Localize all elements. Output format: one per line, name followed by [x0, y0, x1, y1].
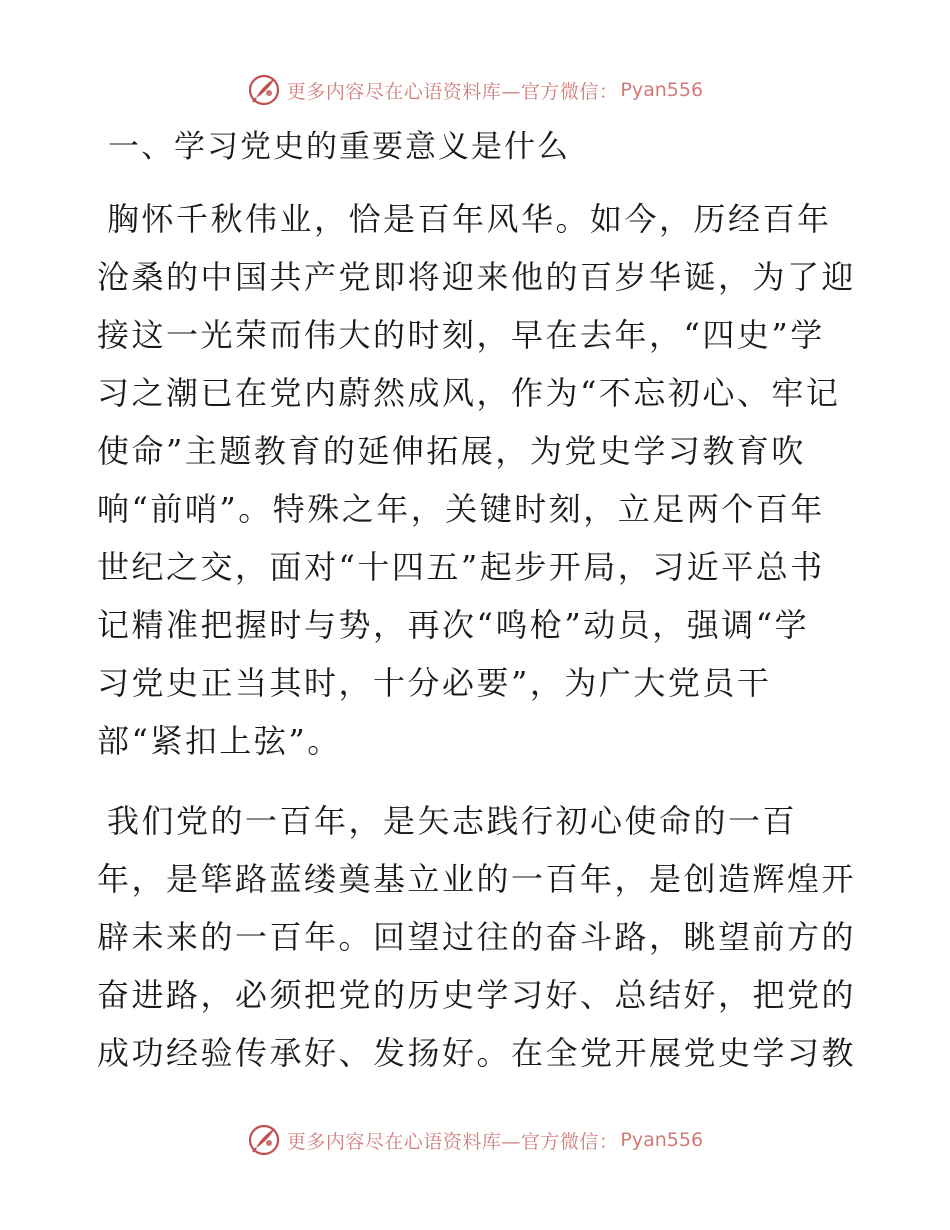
- text-line: 沧桑的中国共产党即将迎来他的百岁华诞，为了迎: [97, 258, 857, 296]
- paragraph-2: [97, 792, 856, 1082]
- banner-text: 更多内容尽在心语资料库—官方微信：: [286, 1130, 619, 1153]
- banner-text: 更多内容尽在心语资料库—官方微信：: [286, 80, 619, 103]
- banner-wechat-id: Pyan556: [620, 1129, 704, 1151]
- footer-banner: [0, 1120, 950, 1160]
- text-line: 部“紧扣上弦”。: [97, 722, 342, 760]
- section-heading: 一、学习党史的重要意义是什么: [108, 129, 570, 165]
- text-line: 辟未来的一百年。回望过往的奋斗路，眺望前方的: [97, 918, 857, 956]
- paragraph-1: [97, 190, 856, 770]
- quill-pen-logo-icon: [247, 73, 281, 107]
- text-line: 响“前哨”。特殊之年，关键时刻，立足两个百年: [97, 490, 825, 528]
- text-line: 奋进路，必须把党的历史学习好、总结好，把党的: [97, 976, 857, 1014]
- quill-pen-logo-icon: [247, 1123, 281, 1157]
- text-line: 胸怀千秋伟业，恰是百年风华。如今，历经百年: [107, 200, 832, 238]
- text-line: 记精准把握时与势，再次“鸣枪”动员，强调“学: [97, 606, 810, 644]
- text-line: 习党史正当其时，十分必要”，为广大党员干: [97, 664, 772, 702]
- banner-wechat-id: Pyan556: [620, 79, 704, 101]
- text-line: 习之潮已在党内蔚然成风，作为“不忘初心、牢记: [97, 374, 841, 412]
- text-line: 世纪之交，面对“十四五”起步开局，习近平总书: [97, 548, 825, 586]
- text-line: 成功经验传承好、发扬好。在全党开展党史学习教: [97, 1034, 857, 1072]
- text-line: 使命”主题教育的延伸拓展，为党史学习教育吹: [97, 432, 806, 470]
- text-line: 接这一光荣而伟大的时刻，早在去年，“四史”学: [97, 316, 825, 354]
- text-line: 我们党的一百年，是矢志践行初心使命的一百: [107, 802, 798, 840]
- header-banner: [0, 70, 950, 110]
- text-line: 年，是筚路蓝缕奠基立业的一百年，是创造辉煌开: [97, 860, 857, 898]
